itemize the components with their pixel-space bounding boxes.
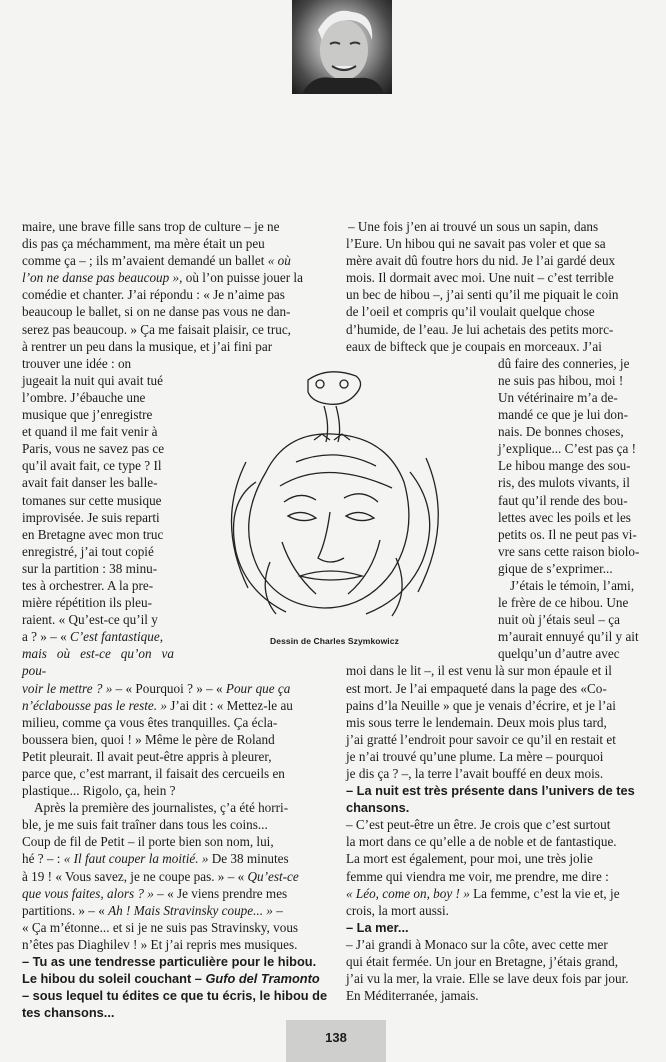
author-portrait-photo: [292, 0, 392, 94]
left-line: Paris, vous ne savez pas ce: [22, 441, 165, 457]
left-line: comme ça – ; ils m’avaient demandé un ballet « où: [22, 253, 291, 269]
right-line: le frère de ce hibou. Une: [498, 595, 629, 611]
left-line: jugeait la nuit qui avait tué: [22, 372, 163, 388]
left-line: partitions. » – « Ah ! Mais Stravinsky coupe... » –: [22, 902, 283, 918]
interview-question: tes chansons...: [22, 1005, 115, 1021]
left-line: l’on ne danse pas beaucoup », où l’on puisse jouer la: [22, 270, 303, 286]
left-line: que vous faites, alors ? » – « Je viens prendre mes: [22, 885, 288, 901]
left-line: enregistré, j’ai tout copié: [22, 543, 154, 559]
left-text-column: [22, 218, 335, 1021]
left-line: avait fait danser les balle-: [22, 475, 158, 491]
right-line: petits os. Il ne peut pas vi-: [498, 526, 637, 542]
right-line: J’étais le témoin, l’ami,: [510, 577, 635, 593]
right-line: est mort. Je l’ai empaqueté dans la page des «Co-: [346, 680, 607, 696]
right-line: – Une fois j’en ai trouvé un sous un sapin, dans: [348, 219, 599, 234]
left-line: Coup de fil de Petit – il porte bien son nom, lui,: [22, 834, 274, 850]
right-line: un bec de hibou –, j’ai senti qu’il me piquait le coin: [346, 287, 619, 303]
right-line: la mort dans ce qu’elle a de noble et de fantastique.: [346, 834, 617, 850]
right-line: m’aurait ennuyé qu’il y ait: [498, 629, 639, 645]
left-line: beaucoup le ballet, si on ne danse pas vous ne dan-: [22, 304, 291, 320]
left-line: tes à orchestrer. A la pre-: [22, 577, 154, 593]
left-line: n’êtes pas Diaghilev ! » Et j’ai repris mes musiques.: [22, 936, 298, 952]
owl-portrait-drawing: [196, 362, 458, 618]
left-line: plastique... Rigolo, ça, hein ?: [22, 783, 176, 799]
left-line: ble, je me suis fait traîner dans tous les coins...: [22, 817, 268, 833]
right-line: vre sans cette raison biolo-: [498, 543, 640, 559]
left-line: à 19 ! « Vous savez, je ne coupe pas. » – « Qu’est-ce: [22, 868, 299, 884]
right-line: gique de s’exprimer...: [498, 560, 613, 576]
right-line: ne suis pas hibou, moi !: [498, 372, 624, 388]
right-wrapped-text: [498, 355, 658, 663]
left-line: improvisée. Je suis reparti: [22, 509, 160, 525]
interview-question: – Tu as une tendresse particulière pour le hibou.: [22, 954, 317, 970]
left-line: dis pas ça méchamment, ma mère était un peu: [22, 236, 265, 252]
right-line: « Léo, come on, boy ! » La femme, c’est la vie et, je: [346, 885, 620, 901]
right-line: qui était fermée. Un jour en Bretagne, j’étais grand,: [346, 954, 619, 970]
drawing-caption: Dessin de Charles Szymkowicz: [270, 636, 399, 646]
left-line: boussera bien, quoi ! » Même le père de Roland: [22, 731, 275, 747]
right-line: femme qui viendra me voir, me prendre, me dire :: [346, 868, 609, 884]
right-line: mois. Il dormait avec moi. Une nuit – c’est terrible: [346, 270, 614, 286]
right-line: mère avait dû foutre hors du nid. Je l’ai gardé deux: [346, 253, 616, 269]
right-line: j’ai gratté l’endroit pour savoir ce qu’il en restait et: [346, 731, 616, 747]
left-line: musique que j’enregistre: [22, 407, 153, 423]
left-line: mière répétition ils pleu-: [22, 595, 153, 611]
left-line: à rentrer un peu dans la musique, et j’ai fini par: [22, 338, 273, 354]
left-line: voir le mettre ? » – « Pourquoi ? » – « Pour que ça: [22, 680, 291, 696]
right-line: de l’oeil et compris qu’il voulait quelque chose: [346, 304, 595, 320]
page-number: 138: [325, 1030, 347, 1045]
right-line: pains d’la Neuille » que je venais d’écrire, et je l’ai: [346, 697, 616, 713]
right-line: je dis ça ? –, la terre l’avait bouffé en deux mois.: [346, 766, 604, 781]
right-line: faut qu’il rende des bou-: [498, 492, 628, 508]
interview-question: – sous lequel tu édites ce que tu écris, le hibou de: [22, 988, 328, 1004]
left-line: maire, une brave fille sans trop de culture – je ne: [22, 219, 280, 234]
right-line: je n’ai trouvé qu’une plume. La mère – pourquoi: [346, 748, 604, 764]
left-line: en Bretagne avec mon truc: [22, 526, 164, 542]
right-line: nais. De bonnes choses,: [498, 424, 624, 440]
right-line: lettes avec les poils et les: [498, 509, 631, 525]
right-line: j’explique... C’est pas ça !: [498, 441, 637, 457]
interview-question: chansons.: [346, 800, 410, 816]
left-line: trouver une idée : on: [22, 355, 132, 371]
interview-question: – La nuit est très présente dans l’univers de tes: [346, 783, 635, 799]
right-line: quelqu’un d’autre avec: [498, 646, 620, 662]
right-line: nuit où j’étais seul – ça: [498, 612, 620, 628]
left-line: mais où est-ce qu’on va pou-: [22, 646, 174, 679]
right-line: La mort est également, pour moi, une très jolie: [346, 851, 593, 867]
left-line: l’ombre. J’ébauche une: [22, 389, 146, 405]
right-line: moi dans le lit –, il est venu là sur mon épaule et il: [346, 663, 612, 679]
left-wrapped-text: [22, 372, 174, 680]
right-line: En Méditerranée, jamais.: [346, 988, 479, 1004]
right-line: dû faire des conneries, je: [498, 355, 630, 371]
left-line: serez pas beaucoup. » Ça me faisait plaisir, ce truc,: [22, 321, 291, 337]
left-line: n’éclabousse pas le reste. » J’ai dit : « Mettez-le au: [22, 697, 293, 713]
right-line: Un vétérinaire m’a de-: [498, 389, 618, 405]
left-line: parce que, c’est marrant, il faisait des cercueils en: [22, 766, 285, 781]
left-line: a ? » – « C’est fantastique,: [22, 629, 164, 645]
right-line: j’ai vu la mer, la vraie. Elle se lave deux fois par jour.: [346, 971, 629, 987]
right-line: mandé ce que je lui don-: [498, 407, 628, 423]
right-line: – C’est peut-être un être. Je crois que c’est surtout: [346, 817, 611, 833]
left-line: hé ? – : « Il faut couper la moitié. » De 38 minutes: [22, 851, 289, 867]
left-line: raient. « Qu’est-ce qu’il y: [22, 612, 158, 628]
right-line: l’Eure. Un hibou qui ne savait pas voler et que sa: [346, 236, 606, 252]
right-line: Le hibou mange des sou-: [498, 458, 631, 474]
left-line: Après la première des journalistes, ç’a été horri-: [34, 800, 289, 816]
interview-question: – La mer...: [346, 919, 409, 935]
left-line: Petit pleurait. Il avait peut-être appris à pleurer,: [22, 748, 272, 764]
right-line: – J’ai grandi à Monaco sur la côte, avec cette mer: [346, 936, 608, 952]
right-line: ris, des mulots vivants, il: [498, 475, 630, 491]
left-line: tomanes sur cette musique: [22, 492, 162, 508]
right-line: crois, la mort aussi.: [346, 902, 449, 918]
left-line: sur la partition : 38 minu-: [22, 560, 158, 576]
left-line: milieu, comme ça vous êtes tranquilles. Ça écla-: [22, 714, 278, 730]
right-line: d’humide, de l’eau. Je lui achetais des petits morc-: [346, 321, 614, 337]
left-line: comédie et chanter. J’ai répondu : « Je n’aime pas: [22, 287, 285, 303]
left-line: et quand il me fait venir à: [22, 424, 158, 440]
left-line: « Ça m’étonne... et si je ne suis pas Stravinsky, vous: [22, 919, 299, 935]
right-line: eaux de bifteck que je coupais en morceaux. J’ai: [346, 338, 602, 354]
left-line: qu’il avait fait, ce type ? Il: [22, 458, 162, 474]
interview-question: Le hibou du soleil couchant – Gufo del Tramonto: [22, 971, 320, 987]
right-line: mis sous terre le lendemain. Deux mois plus tard,: [346, 714, 607, 730]
